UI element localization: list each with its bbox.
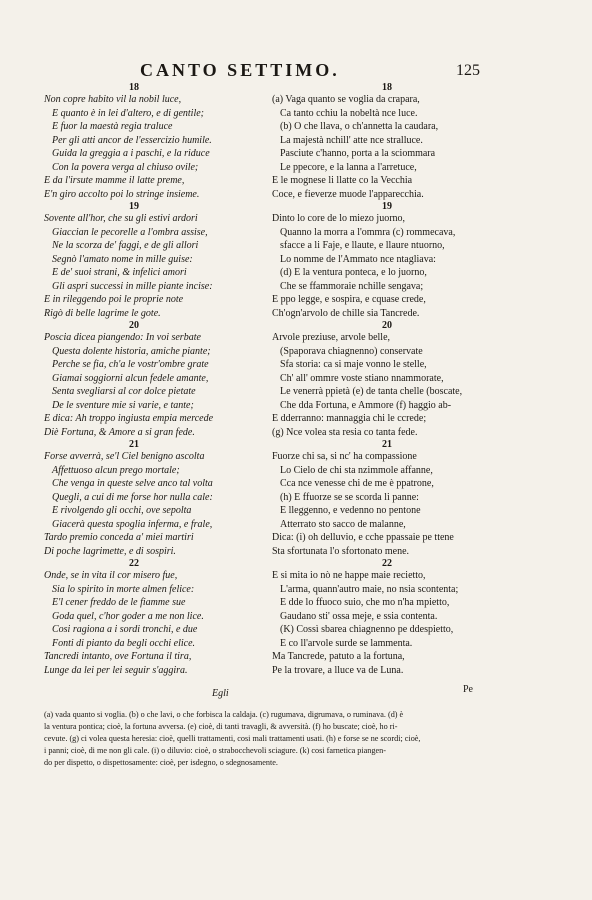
verse-line: E dderranno: mannaggia chi le ccrede; — [272, 413, 427, 424]
verse-line: (b) O che llava, o ch'annetta la caudara, — [280, 121, 439, 132]
verse-line: Ca tanto cchiu la nobeltà nce luce. — [280, 107, 418, 119]
verse-line: sfacce a li Faje, e llaute, e llaure ntuorno, — [280, 240, 445, 251]
verse-line: E dde lo ffuoco suio, che mo n'ha mpietto, — [280, 597, 450, 608]
verse-line: Fuorze chi sa, si nc' ha compassione — [272, 451, 417, 462]
neapolitan-stanza — [272, 439, 512, 558]
verse-line: Gli aspri successi in mille piante incise: — [52, 280, 213, 292]
stanza-number: 18 — [382, 82, 392, 93]
verse-line: E de' suoi strani, & infelici amori — [52, 267, 187, 278]
verse-line: Con la povera verga al chiuso ovile; — [52, 161, 199, 173]
italian-stanza — [44, 558, 294, 677]
verse-line: E le mognese li llatte co la Vecchia — [272, 175, 413, 186]
verse-line: E'l cener freddo de le fiamme sue — [52, 597, 186, 608]
catchword-left: Egli — [212, 688, 229, 699]
verse-line: Non copre habito vil la nobil luce, — [44, 94, 182, 105]
stanza-number: 19 — [382, 201, 392, 212]
neapolitan-stanza — [272, 558, 512, 677]
verse-line: Di poche lagrimette, e di sospiri. — [44, 545, 176, 557]
running-head — [0, 60, 592, 82]
stanza-number: 22 — [129, 558, 139, 569]
verse-line: Questa dolente historia, amiche piante; — [52, 345, 211, 357]
footnotes — [44, 709, 514, 769]
verse-line: Cca nce venesse chi de me è ppatrone, — [280, 478, 434, 489]
verse-line: Sta sfortunata l'o sfortonato mene. — [272, 545, 410, 557]
page-number: 125 — [456, 62, 480, 79]
verse-line: Affettuoso alcun prego mortale; — [52, 464, 180, 476]
verse-line: Dinto lo core de lo miezo juorno, — [272, 213, 406, 224]
verse-line: E rivolgendo gli occhi, ove sepolta — [52, 505, 192, 516]
stanza-number: 21 — [129, 439, 139, 450]
verse-line: (d) E la ventura ponteca, e lo juorno, — [280, 267, 427, 278]
verse-line: Lo Cielo de chi sta nzimmole affanne, — [280, 464, 433, 476]
italian-stanza — [44, 82, 294, 201]
verse-line: E'n giro accolto poi lo stringe insieme. — [44, 188, 200, 200]
verse-line: Goda quel, c'hor goder a me non lice. — [52, 610, 204, 622]
footnote-line: la ventura pontica; cioè, la fortuna avversa. (e) cioè, di tanti travagli, & avversità. (f) ho buscate; cioè, ho ri- — [44, 722, 398, 731]
neapolitan-verse-column — [272, 82, 512, 677]
verse-line: E in rileggendo poi le proprie note — [44, 294, 184, 305]
italian-stanza — [44, 201, 294, 320]
catchword-right: Pe — [463, 684, 473, 695]
verse-line: Quanno la morra a l'ommra (c) rommecava, — [280, 226, 456, 238]
verse-line: Tancredi intanto, ove Fortuna il tira, — [44, 651, 192, 662]
verse-line: (Spaporava chiagnenno) conservate — [280, 345, 423, 357]
footnote-line: (a) vada quanto si voglia. (b) o che lavi, o che forbisca la caldaja. (c) rugumava, digrumava, o ruminava. (d) è — [44, 710, 404, 719]
verse-line: Per gli atti ancor de l'essercizio humile. — [52, 134, 212, 146]
footnote-line: cevute. (g) ci volea questa heresia: cioè, quelli trattamenti, cosi mali trattamenti usati. (h) e forse se ne scordi; cioè, — [44, 734, 421, 743]
verse-line: Lo nomme de l'Ammato nce ntagliava: — [280, 253, 436, 265]
verse-line: Quegli, a cui di me forse hor nulla cale: — [52, 491, 213, 503]
stanza-number: 18 — [129, 82, 139, 93]
verse-line: Ma Tancrede, patuto a la fortuna, — [272, 651, 405, 662]
verse-line: Sia lo spirito in morte almen felice: — [52, 583, 195, 595]
verse-line: Che venga in queste selve anco tal volta — [52, 478, 213, 489]
verse-line: Giacerà questa spoglia inferma, e frale, — [52, 518, 213, 530]
footnote-line: do per dispetto, o dispettosamente: cioè, per isdegno, o sdegnosamente. — [44, 758, 278, 767]
verse-line: Sfa storia: ca si maje vonno le stelle, — [280, 359, 427, 370]
verse-line: E lleggenno, e vedenno no pentone — [280, 505, 421, 516]
verse-line: E dica: Ah troppo ingiusta empia mercede — [44, 413, 214, 424]
verse-line: Sovente all'hor, che su gli estivi ardori — [44, 213, 198, 224]
verse-line: Pe la trovare, a lluce va de Luna. — [272, 664, 404, 676]
verse-line: L'arma, quann'autro maie, no nsia scontenta; — [280, 583, 459, 595]
verse-line: Fonti di pianto da begli occhi elice. — [52, 637, 196, 649]
verse-line: Cosi ragiona a i sordi tronchi, e due — [52, 624, 198, 635]
verse-line: (g) Nce volea sta resia co tanta fede. — [272, 426, 418, 438]
verse-line: Diè Fortuna, & Amore a si gran fede. — [44, 426, 195, 438]
italian-verse-column — [44, 82, 294, 677]
verse-line: (K) Cossì sbarea chiagnenno pe ddespietto, — [280, 624, 454, 635]
verse-line: (a) Vaga quanto se voglia da crapara, — [272, 94, 420, 105]
verse-line: Coce, e fieverze muode l'apparecchia. — [272, 188, 424, 200]
stanza-number: 20 — [129, 320, 139, 331]
verse-line: La majestà nchill' atte nce stralluce. — [280, 134, 423, 146]
canto-title: CANTO SETTIMO. — [140, 60, 340, 80]
neapolitan-stanza — [272, 320, 512, 439]
stanza-number: 21 — [382, 439, 392, 450]
stanza-number: 22 — [382, 558, 392, 569]
verse-line: Rigò di belle lagrime le gote. — [44, 307, 161, 319]
verse-line: Le venerrà ppietà (e) de tanta chelle (boscate, — [280, 386, 463, 397]
verse-line: E ppo legge, e sospira, e cquase crede, — [272, 294, 426, 305]
verse-line: (h) E ffuorze se se scorda li panne: — [280, 491, 419, 503]
verse-line: Dica: (i) oh delluvio, e cche ppassaie pe ttene — [272, 532, 454, 543]
italian-stanza — [44, 439, 294, 558]
verse-line: E fuor la maestà regia traluce — [52, 121, 173, 132]
verse-line: Tardo premio conceda a' miei martiri — [44, 532, 194, 543]
stanza-number: 19 — [129, 201, 139, 212]
neapolitan-stanza — [272, 82, 512, 201]
verse-line: E co ll'arvole surde se lammenta. — [280, 637, 413, 649]
neapolitan-stanza — [272, 201, 512, 320]
verse-line: De le sventure mie si varie, e tante; — [52, 399, 194, 411]
verse-line: Ch'ogn'arvolo de chille sia Tancrede. — [272, 307, 420, 319]
verse-line: E quanto è in lei d'altero, e di gentile; — [52, 107, 205, 119]
verse-line: Che dda Fortuna, e Ammore (f) haggio ab- — [280, 399, 452, 411]
verse-line: Giaccian le pecorelle a l'ombra assise, — [52, 226, 208, 238]
verse-line: Pasciute c'hanno, porta a la sciommara — [280, 148, 436, 159]
verse-line: Giamai soggiorni alcun fedele amante, — [52, 372, 209, 384]
verse-line: Le ppecore, e la lanna a l'arretuce, — [280, 161, 417, 173]
verse-line: Che se ffammoraie nchille sengava; — [280, 280, 424, 292]
verse-line: Segnò l'amato nome in mille guise: — [52, 253, 193, 265]
footnote-line: i panni; cioè, di me non gli cale. (i) o diluvio: cioè, o strabocchevoli sciagure. (k) cosi farnetica piangen- — [44, 746, 386, 755]
verse-line: Lunge da lei per lei seguir s'aggira. — [44, 664, 188, 676]
verse-line: Poscia dicea piangendo: In voi serbate — [44, 332, 201, 343]
verse-line: Perche se fia, ch'a le vostr'ombre grate — [52, 359, 209, 370]
verse-line: Senta svegliarsi al cor dolce pietate — [52, 386, 196, 397]
verse-line: Arvole preziuse, arvole belle, — [272, 332, 391, 343]
verse-line: Forse avverrà, se'l Ciel benigno ascolta — [44, 451, 205, 462]
verse-line: Atterrato sto sacco de malanne, — [280, 518, 406, 530]
stanza-number: 20 — [382, 320, 392, 331]
verse-line: Guida la greggia a i paschi, e la riduce — [52, 148, 210, 159]
verse-line: Ne la scorza de' faggi, e de gli allori — [52, 240, 199, 251]
italian-stanza — [44, 320, 294, 439]
verse-line: Ch' all' ommre voste stiano nnammorate, — [280, 372, 444, 384]
verse-line: E si mita io nò ne happe maie recietto, — [272, 570, 426, 581]
verse-line: E da l'irsute mamme il latte preme, — [44, 175, 185, 186]
verse-line: Gaudano sti' ossa meje, e ssia contenta. — [280, 610, 438, 622]
verse-line: Onde, se in vita il cor misero fue, — [44, 570, 178, 581]
